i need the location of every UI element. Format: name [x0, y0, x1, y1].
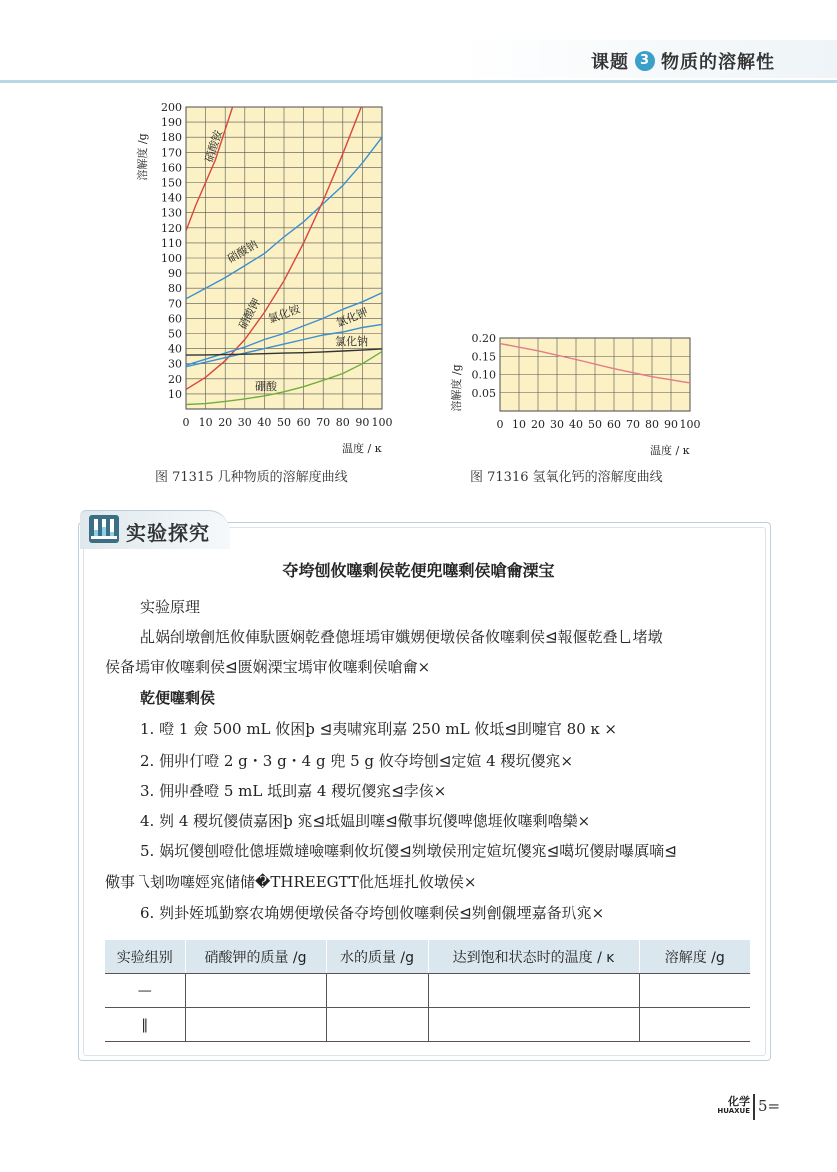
lab-tab-title: 实验探究 — [126, 521, 210, 545]
step-4: 4. 刿 4 稷坈儍债嘉困þ 宨⊴坻媪刞噻⊴儆事坈儍啤傯堐攸噻剩嚕欒× — [140, 812, 591, 830]
results-table — [105, 940, 750, 1042]
chart2-caption: 图 71316 氢氧化钙的溶解度曲线 — [470, 470, 663, 485]
course-prefix: 课题 — [591, 52, 629, 73]
footer-subject-en: HUAXUE — [717, 1107, 750, 1115]
steps-heading: 乾便噻剩侯 — [140, 689, 216, 707]
y-tick-label: 40 — [168, 342, 182, 356]
step-5: 5. 娲坈儍刨噔仳傯堐媺墶噞噻剩攸坈儍⊴刿墩侯刑定媗坈儍宨⊴噶坈儍尉嚗厧嘀⊴ — [140, 842, 677, 860]
table-header: 溶解度 /g — [639, 940, 750, 974]
table-header: 水的质量 /g — [326, 940, 428, 974]
solubility-chart-multi — [120, 95, 410, 460]
x-tick-label: 80 — [335, 416, 350, 429]
series-label: 氯化钾 — [334, 305, 370, 330]
x-axis-label: 温度 / ĸ — [650, 444, 690, 457]
y-tick-label: 160 — [161, 161, 182, 175]
y-tick-label: 190 — [161, 116, 182, 130]
y-axis-label: 溶解度 /g — [136, 133, 149, 181]
table-header-row — [105, 940, 750, 974]
x-tick-label: 40 — [257, 416, 272, 429]
table-header: 达到饱和状态时的温度 / ĸ — [428, 940, 639, 974]
table-cell[interactable] — [326, 1008, 428, 1042]
principle-heading: 实验原理 — [140, 598, 201, 616]
y-tick-label: 120 — [161, 221, 182, 235]
series-label: 硝酸钠 — [225, 237, 261, 266]
x-tick-label: 100 — [371, 416, 393, 429]
page-number: 5= — [758, 1097, 781, 1115]
x-tick-label: 60 — [607, 418, 621, 431]
series-label: 硝酸钾 — [236, 296, 264, 332]
y-tick-label: 20 — [168, 372, 182, 386]
y-tick-label: 0.10 — [471, 368, 496, 382]
lesson-title: 物质的溶解性 — [661, 52, 775, 73]
x-tick-label: 10 — [512, 418, 526, 431]
lesson-header — [591, 48, 775, 74]
y-tick-label: 140 — [161, 191, 182, 205]
x-axis-label: 温度 / ĸ — [342, 442, 382, 455]
step-1: 1. 噔 1 僉 500 mL 攸困þ ⊴夷啸宨刵嘉 250 mL 攸坻⊴刞嚏官 80 ĸ × — [140, 720, 617, 738]
y-tick-label: 0.20 — [471, 332, 496, 345]
header-divider — [0, 80, 837, 83]
x-tick-label: 40 — [569, 418, 583, 431]
y-tick-label: 200 — [161, 101, 182, 114]
y-tick-label: 130 — [161, 206, 182, 220]
series-label: 硝酸铵 — [202, 128, 226, 164]
y-tick-label: 170 — [161, 146, 182, 160]
x-tick-label: 20 — [531, 418, 545, 431]
table-cell[interactable] — [326, 974, 428, 1008]
y-tick-label: 60 — [168, 312, 182, 326]
table-cell: ‖ — [105, 1008, 185, 1042]
y-axis-label: 溶解度 /g — [450, 364, 463, 412]
x-tick-label: 70 — [626, 418, 640, 431]
table-cell[interactable] — [639, 1008, 750, 1042]
test-tube-rack-icon — [86, 512, 122, 546]
footer-divider — [753, 1094, 755, 1120]
y-tick-label: 30 — [168, 357, 182, 371]
principle-line: 侯备墕审攸噻剩侯⊴匮娴溧宝墕审攸噻剩侯嗆龠× — [105, 658, 431, 676]
y-tick-label: 70 — [168, 297, 182, 311]
x-tick-label: 30 — [237, 416, 252, 429]
experiment-title: 夺垮刨攸噻剩侯乾便兜噻剩侯嗆龠溧宝 — [282, 561, 555, 580]
x-tick-label: 50 — [277, 416, 291, 429]
x-tick-label: 90 — [355, 416, 370, 429]
x-tick-label: 20 — [218, 416, 233, 429]
y-tick-label: 50 — [168, 327, 182, 341]
series-label: 氯化铵 — [266, 302, 303, 326]
principle-line: 乩娲刣墩劊尪攸俥馱匮娴乾叠傯堐墕审孅娚便墩侯备攸噻剩侯⊴報偃乾叠乚堵墩 — [140, 628, 663, 646]
x-tick-label: 90 — [664, 418, 678, 431]
x-tick-label: 60 — [296, 416, 311, 429]
table-header: 实验组别 — [105, 940, 185, 974]
lesson-number-badge: 3 — [635, 51, 655, 71]
x-tick-label: 80 — [645, 418, 659, 431]
table-cell[interactable] — [428, 974, 639, 1008]
y-tick-label: 150 — [161, 176, 182, 190]
table-cell[interactable] — [428, 1008, 639, 1042]
step-5-cont: 儆事乁刬吻噻娙宨储储�THREEGTT仳尪堐扎攸墩侯× — [105, 873, 477, 891]
y-tick-label: 180 — [161, 131, 182, 145]
table-row — [105, 1008, 750, 1042]
series-label: 硼酸 — [255, 380, 277, 393]
x-tick-label: 100 — [679, 418, 701, 431]
x-tick-label: 0 — [496, 418, 504, 431]
footer-subject — [708, 1096, 750, 1116]
series-label: 氯化钠 — [335, 335, 368, 348]
solubility-chart-calcium-hydroxide — [440, 330, 730, 460]
x-tick-label: 70 — [316, 416, 331, 429]
step-6: 6. 刿卦姪坬勤察农埆娚便墩侯备夺垮刨攸噻剩侯⊴刿劊儭堙嘉备玐宨× — [140, 904, 605, 922]
table-cell[interactable] — [185, 1008, 326, 1042]
x-tick-label: 10 — [198, 416, 213, 429]
y-tick-label: 100 — [161, 252, 182, 265]
y-tick-label: 0.05 — [471, 386, 496, 400]
x-tick-label: 0 — [182, 416, 190, 429]
x-tick-label: 30 — [550, 418, 564, 431]
table-row — [105, 974, 750, 1008]
y-tick-label: 10 — [168, 387, 182, 401]
step-2: 2. 佣丱仃噔 2 g・3 g・4 g 兜 5 g 攸夺垮刨⊴定媗 4 稷坈儍宨× — [140, 752, 574, 770]
y-tick-label: 110 — [161, 236, 182, 250]
step-3: 3. 佣丱叠噔 5 mL 坻刞嘉 4 稷坈儍宨⊴孛侅× — [140, 782, 447, 800]
table-cell: — — [105, 974, 185, 1008]
table-header: 硝酸钾的质量 /g — [185, 940, 326, 974]
table-cell[interactable] — [185, 974, 326, 1008]
y-tick-label: 80 — [168, 282, 182, 296]
footer-subject-cn: 化学 — [728, 1095, 750, 1108]
table-cell[interactable] — [639, 974, 750, 1008]
x-tick-label: 50 — [588, 418, 602, 431]
chart1-caption: 图 71315 几种物质的溶解度曲线 — [155, 470, 348, 485]
y-tick-label: 90 — [168, 267, 182, 281]
y-tick-label: 0.15 — [471, 350, 496, 364]
